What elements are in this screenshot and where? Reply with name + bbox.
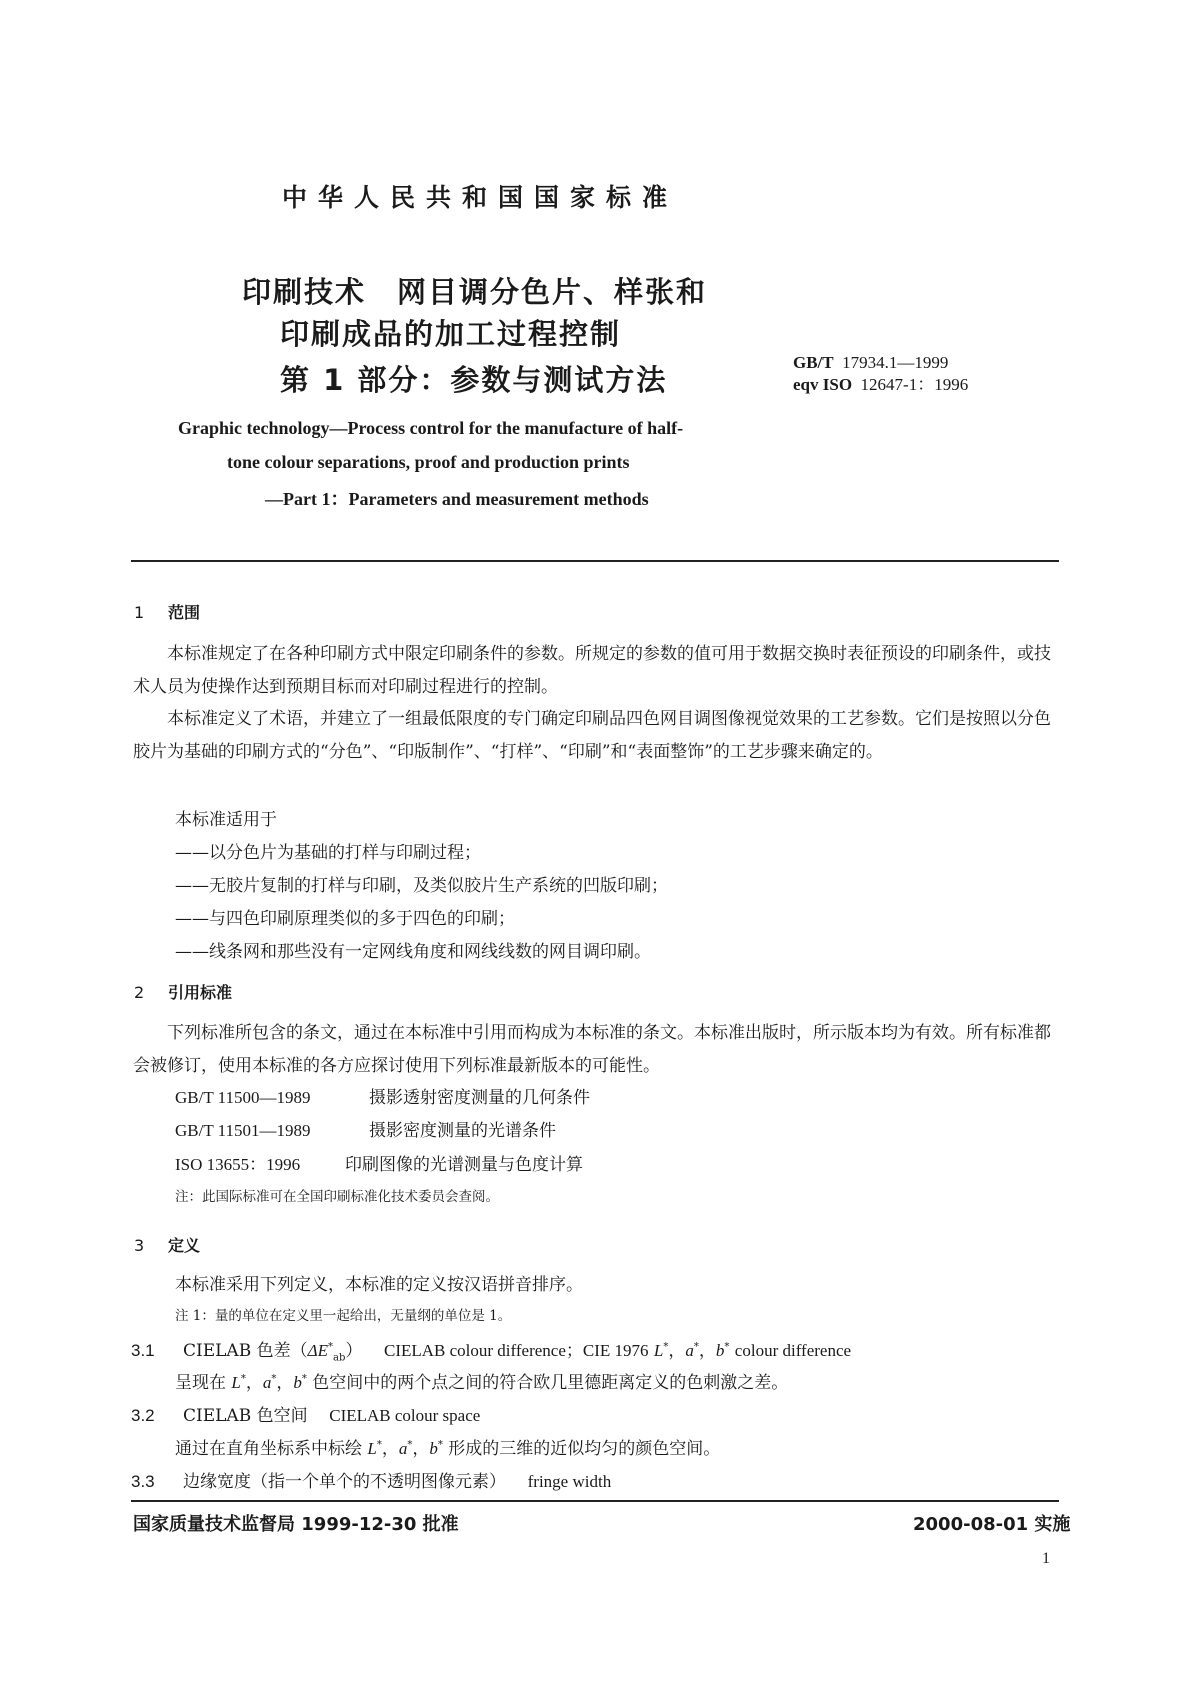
section-title: 范围 — [168, 603, 201, 622]
section-2-paragraph-1: 下列标准所包含的条文，通过在本标准中引用而构成为本标准的条文。本标准出版时，所示版本均为有效。所有标准都会被修订，使用本标准的各方应探讨使用下列标准最新版本的可能性。 — [133, 1023, 1051, 1076]
section-2-note: 注：此国际标准可在全国印刷标准化技术委员会查阅。 — [175, 1189, 499, 1205]
definition-text-b: 色空间中的两个点之间的符合欧几里德距离定义的色刺激之差。 — [312, 1373, 789, 1393]
section-number: 3 — [134, 1236, 145, 1255]
var-a: a — [262, 1373, 272, 1392]
list-item: ——以分色片为基础的打样与印刷过程； — [175, 843, 481, 863]
eqv-code — [793, 374, 968, 396]
definition-number: 3.1 — [131, 1341, 155, 1360]
definition-3-2 — [131, 1401, 480, 1426]
approval-line: 国家质量技术监督局 1999-12-30 批准 — [133, 1514, 459, 1535]
eqv-code-prefix: eqv ISO — [793, 375, 853, 394]
gb-code-prefix: GB/T — [793, 353, 834, 372]
star: * — [407, 1439, 413, 1451]
star: * — [376, 1439, 382, 1451]
footer-divider — [131, 1500, 1059, 1502]
definition-3-3 — [131, 1467, 611, 1492]
var-b: b — [293, 1373, 302, 1392]
title-en-line-2: tone colour separations, proof and production prints — [227, 452, 630, 472]
section-1-applies: 本标准适用于 — [175, 810, 277, 830]
definition-number: 3.2 — [131, 1406, 155, 1425]
section-3-heading — [134, 1233, 200, 1256]
title-zh-line-2: 印刷成品的加工过程控制 — [280, 317, 622, 351]
symbol-sup: * — [327, 1341, 333, 1353]
reference-item — [175, 1083, 590, 1108]
page-number: 1 — [1042, 1550, 1050, 1567]
star: * — [663, 1341, 669, 1353]
var-b: b — [715, 1341, 725, 1360]
term-en: CIELAB colour space — [329, 1406, 481, 1425]
star: * — [240, 1373, 246, 1385]
section-3-intro: 本标准采用下列定义，本标准的定义按汉语拼音排序。 — [175, 1275, 583, 1295]
section-2-heading — [134, 980, 232, 1003]
term-zh: CIELAB 色差 — [183, 1341, 291, 1361]
var-b: b — [429, 1439, 438, 1458]
gb-code-number: 17934.1—1999 — [842, 353, 949, 372]
reference-code: ISO 13655：1996 — [175, 1155, 301, 1174]
section-number: 2 — [134, 983, 145, 1002]
definition-3-1-text: 呈现在 L*，a*，b* 色空间中的两个点之间的符合欧几里德距离定义的色刺激之差。 — [175, 1373, 789, 1393]
standard-code-block — [793, 352, 968, 396]
reference-title: 摄影密度测量的光谱条件 — [369, 1121, 556, 1141]
section-1-paragraph-1: 本标准规定了在各种印刷方式中限定印刷条件的参数。所规定的参数的值可用于数据交换时表征预设的印刷条件，或技术人员为使操作达到预期目标而对印刷过程进行的控制。 — [133, 644, 1051, 697]
section-title: 引用标准 — [168, 983, 233, 1002]
title-zh-line-3: 第 1 部分：参数与测试方法 — [280, 363, 668, 397]
title-en-line-1: Graphic technology—Process control for the manufacture of half- — [178, 418, 684, 438]
definition-number: 3.3 — [131, 1472, 155, 1491]
section-3-note: 注 1：量的单位在定义里一起给出，无量纲的单位是 1。 — [175, 1308, 512, 1324]
section-title: 定义 — [168, 1236, 201, 1255]
effective-date: 2000-08-01 实施 — [913, 1514, 1071, 1535]
definition-text-a: 通过在直角坐标系中标绘 — [175, 1439, 362, 1459]
var-a: a — [685, 1341, 694, 1360]
header-divider — [131, 560, 1059, 562]
term-en-tail: colour difference — [734, 1341, 852, 1360]
gb-code — [793, 352, 968, 374]
reference-title: 印刷图像的光谱测量与色度计算 — [345, 1155, 583, 1175]
reference-title: 摄影透射密度测量的几何条件 — [369, 1088, 590, 1108]
title-en-line-3: —Part 1：Parameters and measurement methods — [265, 489, 649, 509]
reference-code: GB/T 11501—1989 — [175, 1121, 311, 1140]
term-en: fringe width — [527, 1472, 612, 1491]
eqv-code-number: 12647-1：1996 — [860, 375, 969, 394]
list-item: ——与四色印刷原理类似的多于四色的印刷； — [175, 909, 515, 929]
definition-3-2-text: 通过在直角坐标系中标绘 L*，a*，b* 形成的三维的近似均匀的颜色空间。 — [175, 1439, 721, 1459]
symbol-sub: ab — [332, 1352, 346, 1364]
term-en: CIELAB colour difference；CIE 1976 — [383, 1341, 649, 1360]
title-zh-line-1: 印刷技术 网目调分色片、样张和 — [242, 275, 708, 309]
star: * — [724, 1341, 730, 1353]
reference-item — [175, 1116, 556, 1141]
symbol: ΔE — [307, 1341, 328, 1360]
section-1-paragraph-2: 本标准定义了术语，并建立了一组最低限度的专门确定印刷品四色网目调图像视觉效果的工艺参数。它们是按照以分色胶片为基础的印刷方式的“分色”、“印版制作”、“打样”、“印刷”和“表面整饰”的工艺步骤来确定的。 — [133, 709, 1051, 762]
list-item: ——无胶片复制的打样与印刷，及类似胶片生产系统的凹版印刷； — [175, 876, 668, 896]
star: * — [301, 1373, 307, 1385]
star: * — [437, 1439, 443, 1451]
var-L: L — [367, 1439, 377, 1458]
definition-3-1: 3.1 CIELAB 色差$(\Delta E^*_{ab})$ CIELAB colour difference；CIE 1976 L*，a*，b* colour difference — [131, 1341, 852, 1364]
term-zh: CIELAB 色空间 — [183, 1406, 308, 1426]
section-number: 1 — [134, 603, 145, 622]
star: * — [693, 1341, 699, 1353]
list-item: ——线条网和那些没有一定网线角度和网线线数的网目调印刷。 — [175, 942, 651, 962]
var-L: L — [231, 1373, 241, 1392]
reference-item — [175, 1150, 583, 1175]
section-1-heading — [134, 600, 200, 623]
definition-text-b: 形成的三维的近似均匀的颜色空间。 — [448, 1439, 721, 1459]
reference-code: GB/T 11500—1989 — [175, 1088, 311, 1107]
definition-text-a: 呈现在 — [175, 1373, 226, 1393]
national-standard-heading: 中华人民共和国国家标准 — [282, 183, 679, 212]
var-a: a — [398, 1439, 408, 1458]
var-L: L — [653, 1341, 664, 1360]
star: * — [271, 1373, 277, 1385]
term-zh: 边缘宽度（指一个单个的不透明图像元素） — [183, 1472, 506, 1492]
